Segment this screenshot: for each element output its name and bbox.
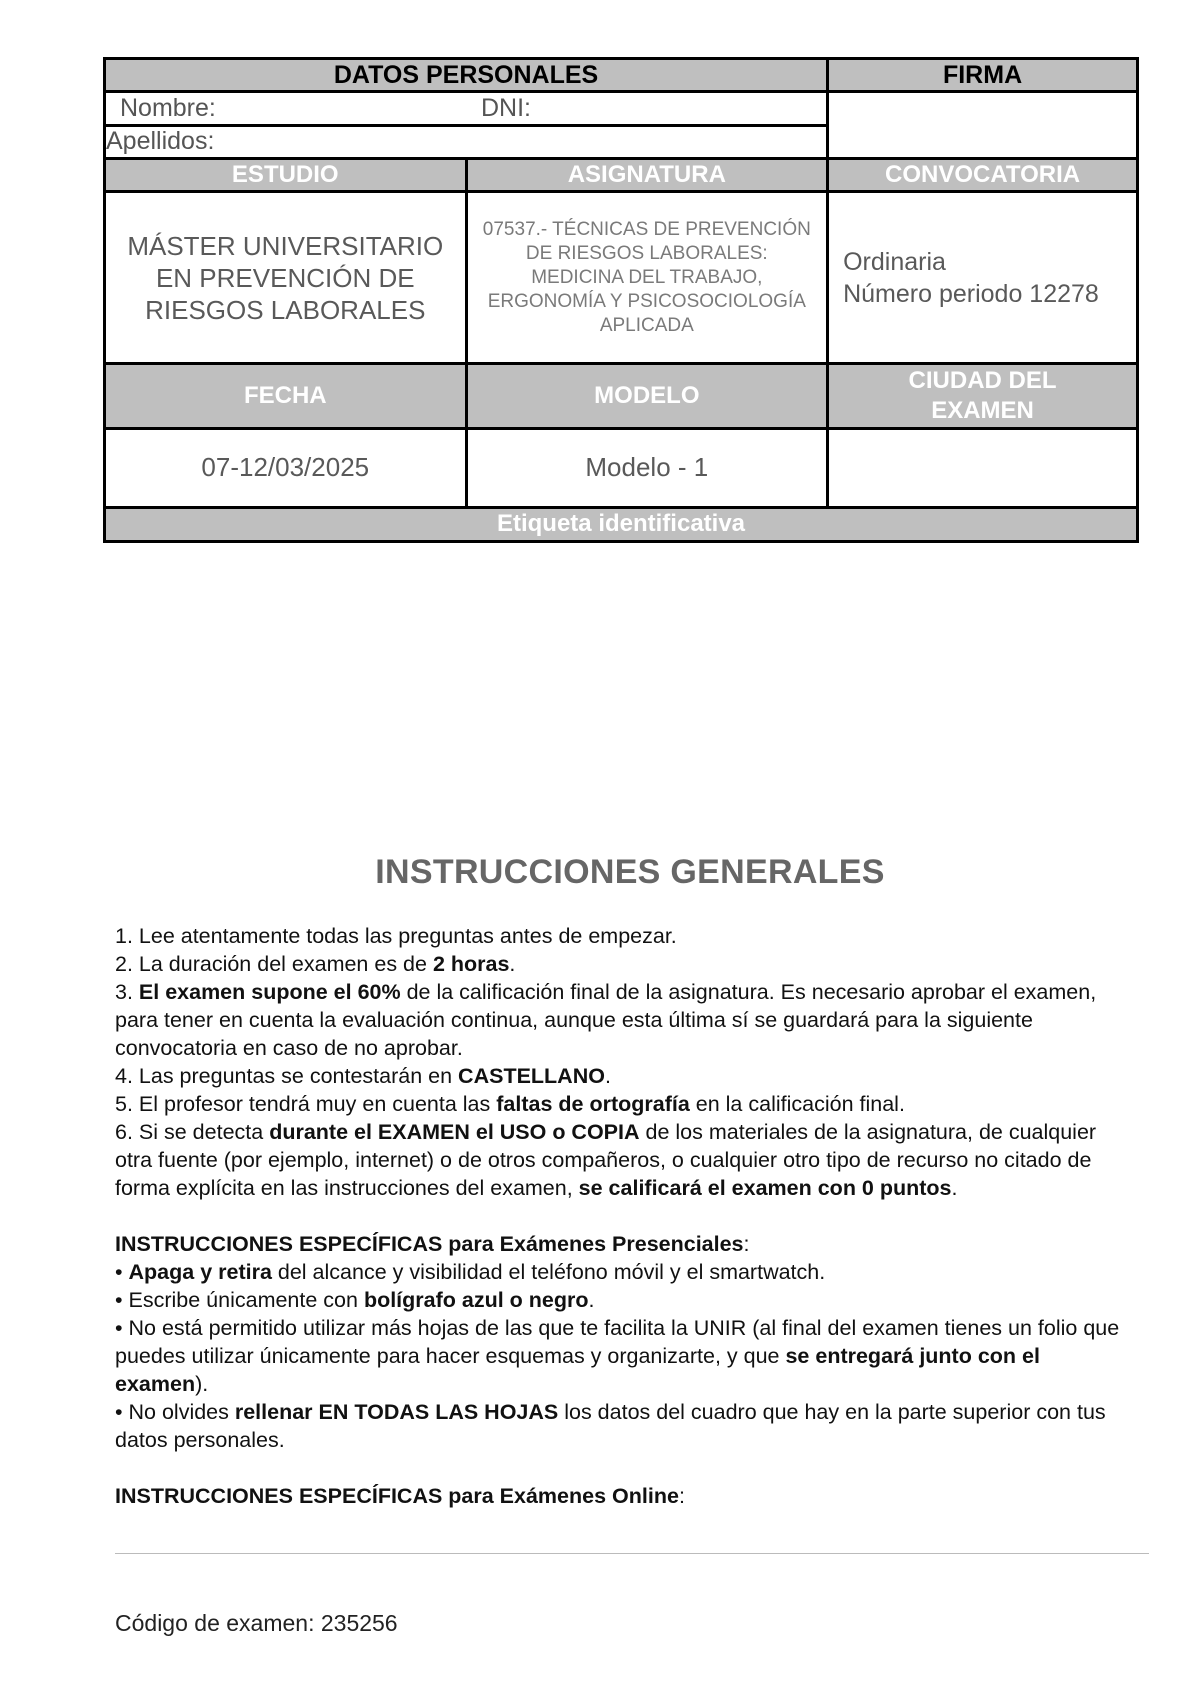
instruction-3: 3. El examen supone el 60% de la calificación final de la asignatura. Es necesario aprobar el examen, para tener en cuenta la evaluación continua, aunque esta última sí se guardará para la siguiente convocatoria en caso de no aprobar. xyxy=(115,980,1097,1060)
presencial-item-1: • Apaga y retira del alcance y visibilidad el teléfono móvil y el smartwatch. xyxy=(115,1260,826,1284)
asignatura-value: 07537.- TÉCNICAS DE PREVENCIÓN DE RIESGOS LABORALES: MEDICINA DEL TRABAJO, ERGONOMÍA Y PSICOSOCIOLOGÍA APLICADA xyxy=(466,192,828,364)
apellidos-label: Apellidos: xyxy=(106,127,215,156)
ciudad-value[interactable] xyxy=(828,428,1138,507)
presencial-item-4: • No olvides rellenar EN TODAS LAS HOJAS los datos del cuadro que hay en la parte superior con tus datos personales. xyxy=(115,1400,1106,1452)
exam-code: Código de examen: 235256 xyxy=(115,1610,398,1636)
convocatoria-periodo: Número periodo 12278 xyxy=(843,279,1099,308)
convocatoria-label: CONVOCATORIA xyxy=(828,159,1138,192)
instruction-1: 1. Lee atentamente todas las preguntas antes de empezar. xyxy=(115,924,677,948)
apellidos-field[interactable] xyxy=(105,125,828,158)
nombre-field[interactable] xyxy=(105,92,828,125)
online-heading: INSTRUCCIONES ESPECÍFICAS para Exámenes Online: xyxy=(115,1484,685,1508)
presencial-heading: INSTRUCCIONES ESPECÍFICAS para Exámenes Presenciales: xyxy=(115,1232,750,1256)
instruction-4: 4. Las preguntas se contestarán en CASTELLANO. xyxy=(115,1064,611,1088)
asignatura-label: ASIGNATURA xyxy=(466,159,828,192)
modelo-value: Modelo - 1 xyxy=(466,428,828,507)
nombre-label: Nombre: xyxy=(120,94,216,123)
firma-heading: FIRMA xyxy=(828,59,1138,92)
modelo-label: MODELO xyxy=(466,364,828,429)
footer-divider xyxy=(115,1553,1149,1554)
convocatoria-tipo: Ordinaria xyxy=(843,247,946,276)
datos-personales-heading: DATOS PERSONALES xyxy=(105,59,828,92)
instruction-5: 5. El profesor tendrá muy en cuenta las faltas de ortografía en la calificación final. xyxy=(115,1092,905,1116)
dni-label: DNI: xyxy=(481,94,531,123)
page-title: INSTRUCCIONES GENERALES xyxy=(375,853,885,891)
fecha-value: 07-12/03/2025 xyxy=(105,428,467,507)
firma-box[interactable] xyxy=(828,92,1138,159)
instructions-body xyxy=(115,922,1135,1510)
convocatoria-value xyxy=(828,192,1138,364)
instruction-6: 6. Si se detecta durante el EXAMEN el USO o COPIA de los materiales de la asignatura, de cualquier otra fuente (por ejemplo, internet) o de otros compañeros, o cualquier otro tipo de recurso no citado de forma explícita en las instrucciones del examen, se calificará el examen con 0 puntos. xyxy=(115,1120,1097,1200)
estudio-value: MÁSTER UNIVERSITARIO EN PREVENCIÓN DE RIESGOS LABORALES xyxy=(105,192,467,364)
presencial-item-3: • No está permitido utilizar más hojas de las que te facilita la UNIR (al final del examen tienes un folio que puedes utilizar únicamente para hacer esquemas y organizarte, y que se entregará junto con el examen). xyxy=(115,1316,1120,1396)
presencial-item-2: • Escribe únicamente con bolígrafo azul o negro. xyxy=(115,1288,595,1312)
fecha-label: FECHA xyxy=(105,364,467,429)
estudio-label: ESTUDIO xyxy=(105,159,467,192)
instruction-2: 2. La duración del examen es de 2 horas. xyxy=(115,952,516,976)
exam-header-table xyxy=(103,57,1139,543)
etiqueta-identificativa: Etiqueta identificativa xyxy=(105,507,1138,541)
ciudad-label: CIUDAD DEL EXAMEN xyxy=(828,364,1138,429)
